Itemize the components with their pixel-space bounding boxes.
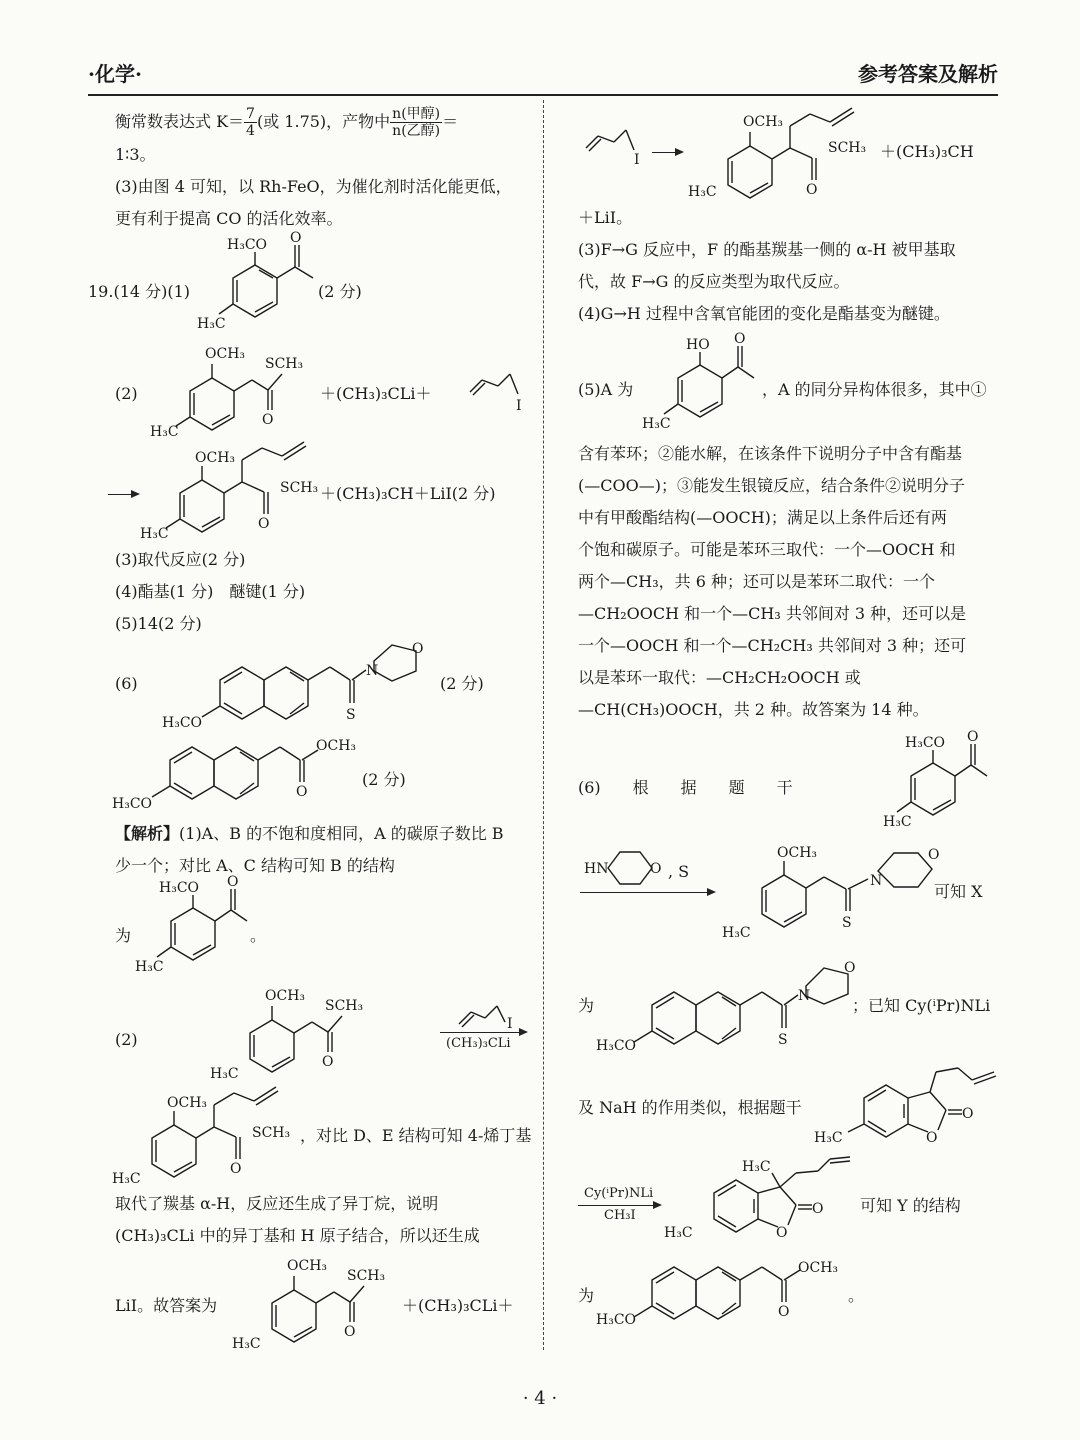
svg-text:SCH₃: SCH₃ xyxy=(252,1125,291,1141)
svg-text:SCH₃: SCH₃ xyxy=(265,356,304,372)
svg-text:HN: HN xyxy=(584,861,609,877)
svg-text:O: O xyxy=(227,875,239,890)
left-column xyxy=(115,102,535,235)
svg-text:O: O xyxy=(967,730,979,745)
svg-text:O: O xyxy=(806,182,818,198)
svg-text:HO: HO xyxy=(686,337,710,353)
svg-text:H₃CO: H₃CO xyxy=(162,715,203,731)
text-line: (3)由图 4 可知，以 Rh-FeO，为催化剂时活化能更低， xyxy=(115,177,512,196)
svg-text:H₃C: H₃C xyxy=(112,1171,141,1187)
structure-e xyxy=(112,1075,302,1190)
q6-label: (6) xyxy=(115,674,138,693)
structure-y xyxy=(592,1250,852,1335)
svg-text:H₃C: H₃C xyxy=(883,814,912,830)
iodide-reagent xyxy=(466,370,536,420)
svg-text:O: O xyxy=(778,1304,790,1320)
svg-text:I: I xyxy=(634,152,640,168)
svg-text:H₃CO: H₃CO xyxy=(112,796,153,812)
svg-text:OCH₃: OCH₃ xyxy=(743,114,784,130)
svg-text:H₃CO: H₃CO xyxy=(596,1312,637,1328)
svg-text:H₃CO: H₃CO xyxy=(159,880,200,896)
structure-f xyxy=(812,1060,1002,1150)
analysis-block: 【解析】(1)A、B 的不饱和度相同，A 的碳原子数比 B 少一个；对比 A、C 结构可知 B 的结构 xyxy=(115,824,504,875)
text-line: ，对比 D、E 结构可知 4-烯丁基 xyxy=(300,1126,532,1145)
text-line: ；已知 Cy(ⁱPr)NLi xyxy=(852,996,991,1015)
column-divider xyxy=(543,100,544,1350)
svg-text:I: I xyxy=(507,1016,513,1030)
text-line: 及 NaH 的作用类似，根据题干 xyxy=(578,1098,802,1117)
section-title: 参考答案及解析 xyxy=(858,62,998,86)
text-line: 衡常数表达式 K＝ $\frac{7}{4}$ (或 1.75)，产物中 $\frac{\text{n(甲醇)}}{\text{n(乙醇)}}$ ＝ xyxy=(115,106,459,139)
p2-label: (2) xyxy=(115,1030,138,1049)
structure-d xyxy=(210,980,380,1080)
reagent-label: (CH₃)₃CLi xyxy=(446,1036,511,1051)
iodide-reagent xyxy=(582,126,652,176)
text-line: LiI。故答案为 xyxy=(115,1296,218,1315)
svg-text:OCH₃: OCH₃ xyxy=(798,1260,839,1276)
score-label: (2 分) xyxy=(362,770,406,789)
reaction-arrow xyxy=(652,152,682,153)
iodide-reagent xyxy=(455,1002,525,1030)
morpholine-reagent xyxy=(580,840,680,890)
svg-text:O: O xyxy=(650,861,662,877)
text-block: 取代了羰基 α-H，反应还生成了异丁烷，说明 (CH₃)₃CLi 中的异丁基和 H 原子结合，所以还生成 xyxy=(115,1194,480,1245)
svg-text:SCH₃: SCH₃ xyxy=(347,1268,386,1284)
answer-list: (3)取代反应(2 分) (4)酯基(1 分) 醚键(1 分) (5)14(2 分) xyxy=(115,550,306,633)
right-text-block: ＋LiI。 (3)F→G 反应中，F 的酯基羰基一侧的 α-H 被甲基取 代，故 F→G 的反应类型为取代反应。 (4)G→H 过程中含氧官能团的变化是酯基变为醚键。 xyxy=(578,208,956,323)
structure-e xyxy=(688,96,888,211)
svg-text:SCH₃: SCH₃ xyxy=(280,480,319,496)
q2-label: (2) xyxy=(115,384,138,403)
svg-text:H₃C: H₃C xyxy=(140,526,169,542)
text-line: (6) 根 据 题 干 xyxy=(578,778,793,797)
svg-text:S: S xyxy=(346,707,356,723)
svg-text:O: O xyxy=(812,1201,824,1217)
svg-text:OCH₃: OCH₃ xyxy=(287,1258,328,1274)
text-line: 。 xyxy=(848,1286,865,1305)
svg-text:SCH₃: SCH₃ xyxy=(325,998,364,1014)
reaction-arrow xyxy=(108,494,138,495)
svg-text:H₃CO: H₃CO xyxy=(596,1038,637,1054)
svg-text:OCH₃: OCH₃ xyxy=(265,988,306,1004)
text-line: 可知 X xyxy=(934,882,983,901)
svg-text:N: N xyxy=(366,663,379,679)
plus-reagent: ＋(CH₃)₃CLi＋ xyxy=(320,384,432,403)
svg-text:O: O xyxy=(844,960,856,976)
page-header xyxy=(88,58,998,92)
structure-d xyxy=(232,1250,402,1350)
structure-morpholide xyxy=(722,835,952,945)
svg-text:H₃C: H₃C xyxy=(814,1130,843,1146)
svg-text:H₃C: H₃C xyxy=(642,416,671,432)
text-line: 更有利于提高 CO 的活化效率。 xyxy=(115,209,343,228)
svg-text:O: O xyxy=(926,1130,938,1146)
text-line: 为 xyxy=(115,926,132,945)
svg-text:OCH₃: OCH₃ xyxy=(777,845,818,861)
svg-text:O: O xyxy=(776,1225,788,1241)
svg-text:OCH₃: OCH₃ xyxy=(316,738,357,754)
structure-b xyxy=(195,230,325,335)
text-line: 1∶3。 xyxy=(115,145,156,164)
subject-label: ·化学· xyxy=(88,62,142,86)
svg-text:OCH₃: OCH₃ xyxy=(167,1095,208,1111)
svg-text:O: O xyxy=(258,516,270,532)
products: ＋(CH₃)₃CH＋LiI(2 分) xyxy=(320,484,496,503)
structure-y xyxy=(110,730,370,815)
text-line: 可知 Y 的结构 xyxy=(860,1196,961,1215)
text-line: ，A 的同分异构体很多，其中① xyxy=(762,380,987,399)
svg-text:H₃C: H₃C xyxy=(135,959,164,975)
reaction-arrow xyxy=(580,892,714,893)
products: ＋(CH₃)₃CH xyxy=(880,142,974,161)
plus-reagent: ＋(CH₃)₃CLi＋ xyxy=(402,1296,514,1315)
svg-text:H₃C: H₃C xyxy=(664,1225,693,1241)
text-line: 为 xyxy=(578,996,595,1015)
svg-text:H₃C: H₃C xyxy=(688,184,717,200)
structure-x xyxy=(160,625,430,735)
svg-text:O: O xyxy=(230,1161,242,1177)
reagent-label: , S xyxy=(668,862,690,881)
structure-x xyxy=(592,950,862,1060)
reagent-label: CH₃I xyxy=(604,1208,636,1223)
svg-text:O: O xyxy=(296,784,308,800)
text-line: 。 xyxy=(250,926,267,945)
structure-e xyxy=(140,430,330,545)
svg-text:H₃C: H₃C xyxy=(197,316,226,332)
svg-text:H₃C: H₃C xyxy=(722,925,751,941)
svg-text:O: O xyxy=(262,412,274,428)
svg-text:O: O xyxy=(412,641,424,657)
svg-text:H₃CO: H₃CO xyxy=(227,237,268,253)
page-number: · 4 · xyxy=(522,1388,558,1409)
score-label: (2 分) xyxy=(440,674,484,693)
isomer-analysis: 含有苯环；②能水解，在该条件下说明分子中含有酯基 (—COO—)；③能发生银镜反应，结合条件②说明分子 中有甲酸酯结构(—OOCH)；满足以上条件后还有两 个饱和碳原子。可能是苯环三取代：一个—OOCH 和 两个—CH₃，共 6 种；还可以是苯环二取代：一个 —CH₂OOCH 和一个—CH₃ 共邻间对 3 种，还可以是 一个—OOCH 和一个—CH₂CH₃ 共邻间对 3 种；还可 以是苯环一取代：—CH₂CH₂OOCH 或 —CH(CH₃)OOCH，共 2 种。故答案为 14 种。 xyxy=(578,444,967,719)
structure-a xyxy=(642,332,762,432)
svg-text:S: S xyxy=(842,915,852,931)
svg-text:N: N xyxy=(798,988,811,1004)
svg-text:O: O xyxy=(734,332,746,347)
svg-text:O: O xyxy=(322,1054,334,1070)
svg-text:N: N xyxy=(870,873,883,889)
svg-text:O: O xyxy=(290,230,302,246)
svg-text:H₃CO: H₃CO xyxy=(905,735,946,751)
svg-text:O: O xyxy=(962,1106,974,1122)
text-line: 为 xyxy=(578,1286,595,1305)
svg-text:SCH₃: SCH₃ xyxy=(828,140,867,156)
text-line: (5)A 为 xyxy=(578,380,634,399)
svg-text:H₃C: H₃C xyxy=(210,1066,239,1080)
structure-d xyxy=(150,338,320,438)
score-label: (2 分) xyxy=(318,282,362,301)
svg-text:S: S xyxy=(778,1032,788,1048)
svg-text:OCH₃: OCH₃ xyxy=(205,346,246,362)
svg-text:H₃C: H₃C xyxy=(232,1336,261,1350)
question-19-label: 19.(14 分)(1) xyxy=(88,282,191,301)
svg-text:O: O xyxy=(928,847,940,863)
svg-text:I: I xyxy=(516,398,522,414)
svg-text:OCH₃: OCH₃ xyxy=(195,450,236,466)
svg-text:H₃C: H₃C xyxy=(742,1159,771,1175)
reaction-arrow xyxy=(440,1032,526,1033)
structure-b xyxy=(135,875,255,975)
reagent-label: Cy(ⁱPr)NLi xyxy=(584,1186,654,1201)
structure-b xyxy=(875,730,995,830)
structure-g xyxy=(662,1155,852,1245)
reaction-arrow xyxy=(578,1205,660,1206)
svg-text:H₃C: H₃C xyxy=(150,424,179,438)
svg-text:O: O xyxy=(344,1324,356,1340)
